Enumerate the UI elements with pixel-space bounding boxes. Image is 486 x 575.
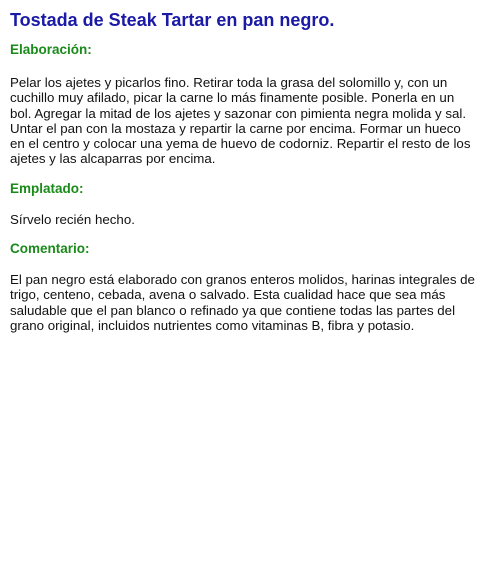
section-heading-elaboracion: Elaboración: (10, 42, 92, 57)
recipe-title: Tostada de Steak Tartar en pan negro. (10, 10, 335, 30)
section-emplatado (10, 180, 476, 227)
section-text-elaboracion: Pelar los ajetes y picarlos fino. Retirar toda la grasa del solomillo y, con un cuchillo muy afilado, picar la carne lo más finamente posible. Ponerla en un bol. Agregar la mitad de los ajetes y sazonar con pimienta negra molida y sal. Untar el pan con la mostaza y repartir la carne por encima. Formar un hueco en el centro y colocar una yema de huevo de codorniz. Repartir el resto de los ajetes y las alcaparras por encima. (10, 75, 471, 167)
section-heading-comentario: Comentario: (10, 241, 90, 257)
section-elaboracion (10, 41, 476, 167)
section-text-emplatado: Sírvelo recién hecho. (10, 211, 135, 227)
section-comentario (10, 240, 476, 333)
section-heading-emplatado: Emplatado: (10, 180, 84, 196)
section-text-comentario: El pan negro está elaborado con granos enteros molidos, harinas integrales de trigo, centeno, cebada, avena o salvado. Esta cualidad hace que sea más saludable que el pan blanco o refinado ya que contiene todas las partes del grano original, incluidos nutrientes como vitaminas B, fibra y potasio. (10, 272, 475, 333)
